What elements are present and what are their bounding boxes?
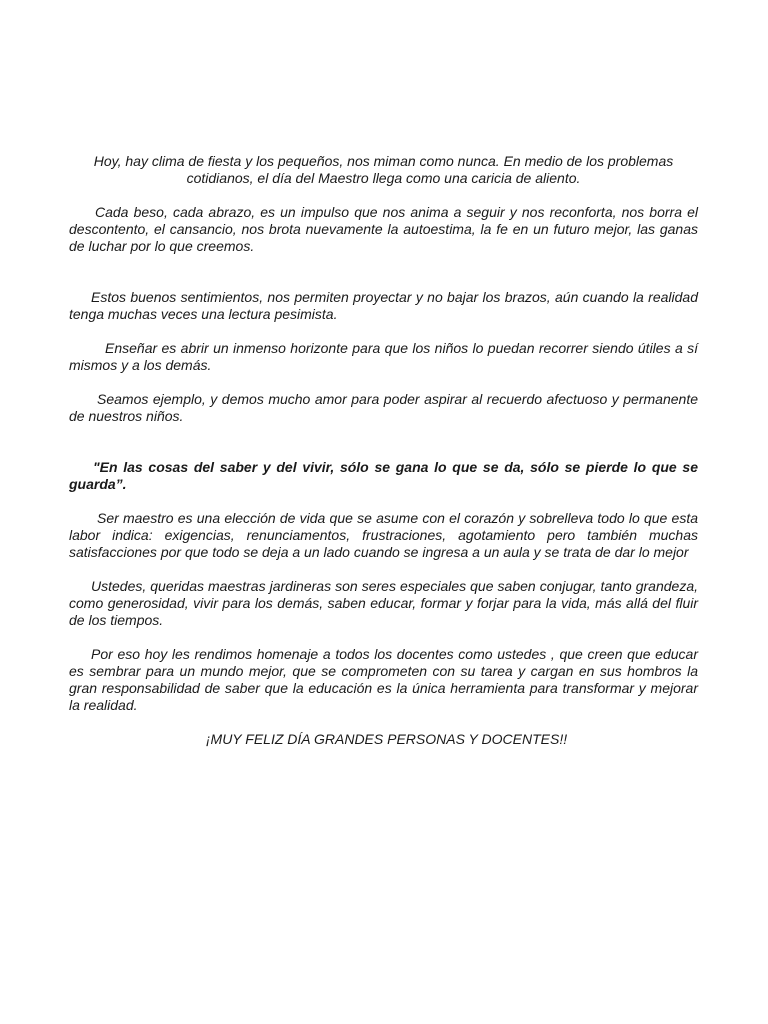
body-paragraph: Enseñar es abrir un inmenso horizonte para que los niños lo puedan recorrer siendo útiles a sí mismos y a los demás. [69,340,698,373]
document-page [69,153,698,748]
body-paragraph: Seamos ejemplo, y demos mucho amor para poder aspirar al recuerdo afectuoso y permanente de nuestros niños. [69,391,698,424]
intro-paragraph: Hoy, hay clima de fiesta y los pequeños, nos miman como nunca. En medio de los problemas cotidianos, el día del Maestro llega como una caricia de aliento. [93,153,674,186]
body-paragraph: Ustedes, queridas maestras jardineras son seres especiales que saben conjugar, tanto grandeza, como generosidad, vivir para los demás, saben educar, formar y forjar para la vida, más allá del fluir de los tiempos. [69,578,698,628]
body-paragraph: Ser maestro es una elección de vida que se asume con el corazón y sobrelleva todo lo que esta labor indica: exigencias, renunciamentos, frustraciones, agotamiento pero también muchas satisfacciones por que todo se deja a un lado cuando se ingresa a un aula y se trata de dar lo mejor [69,510,698,560]
body-paragraph: Por eso hoy les rendimos homenaje a todos los docentes como ustedes , que creen que educar es sembrar para un mundo mejor, que se comprometen con su tarea y cargan en sus hombros la gran responsabilidad de saber que la educación es la única herramienta para transformar y mejorar la realidad. [69,646,698,713]
body-paragraph: Cada beso, cada abrazo, es un impulso que nos anima a seguir y nos reconforta, nos borra el descontento, el cansancio, nos brota nuevamente la autoestima, la fe en un futuro mejor, las ganas de luchar por lo que creemos. [69,204,698,254]
closing-line: ¡MUY FELIZ DÍA GRANDES PERSONAS Y DOCENTES!! [205,731,568,747]
body-paragraph: Estos buenos sentimientos, nos permiten proyectar y no bajar los brazos, aún cuando la realidad tenga muchas veces una lectura pesimista. [69,289,698,322]
quote-paragraph: "En las cosas del saber y del vivir, sólo se gana lo que se da, sólo se pierde lo que se guarda”. [69,459,698,492]
